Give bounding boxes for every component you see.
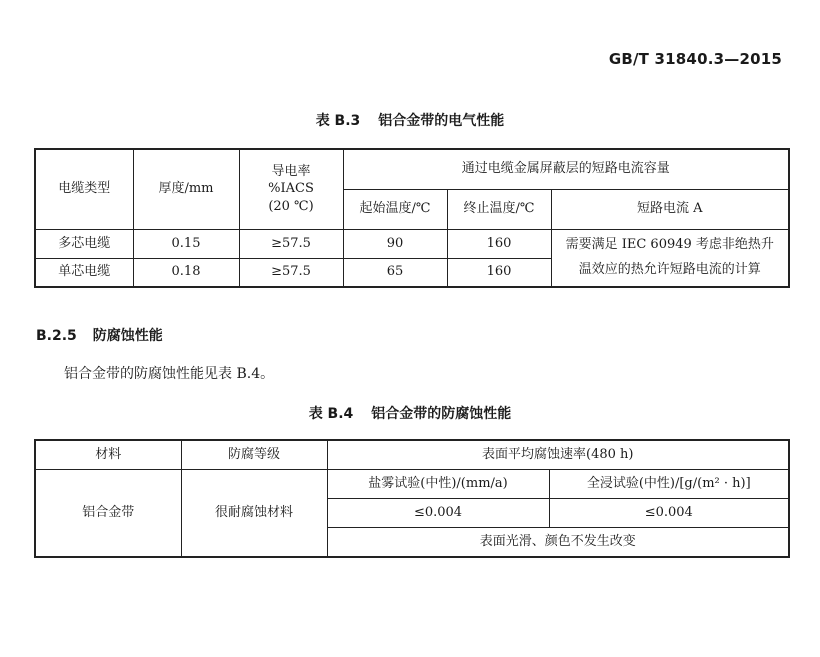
section-heading [36, 325, 163, 345]
header-start-temp: 起始温度/℃ [343, 189, 447, 229]
cell-salt-spray-value: ≤0.004 [327, 498, 549, 527]
cell-conductivity: ≥57.5 [239, 258, 343, 287]
body-paragraph: 铝合金带的防腐蚀性能见表 B.4。 [64, 366, 275, 382]
header-material: 材料 [35, 440, 181, 469]
header-conductivity-line1: 导电率 [271, 163, 311, 179]
table-b3-number: 表 B.3 [315, 113, 361, 129]
cell-end-temp: 160 [447, 229, 551, 258]
cell-short-current-note: 需要满足 IEC 60949 考虑非绝热升温效应的热允许短路电流的计算 [551, 229, 789, 287]
header-short-current: 短路电流 A [551, 189, 789, 229]
table-row [35, 229, 789, 258]
cell-cable-type: 单芯电缆 [35, 258, 133, 287]
header-immersion: 全浸试验(中性)/[g/(m² · h)] [549, 469, 789, 498]
table-b4-caption [0, 403, 820, 423]
section-number: B.2.5 [36, 328, 77, 344]
cell-immersion-value: ≤0.004 [549, 498, 789, 527]
table-b3-caption [0, 110, 820, 130]
header-short-circuit-group: 通过电缆金属屏蔽层的短路电流容量 [343, 149, 789, 189]
cell-thickness: 0.15 [133, 229, 239, 258]
header-cable-type: 电缆类型 [35, 149, 133, 229]
header-conductivity-line3: (20 ℃) [268, 199, 314, 215]
standard-code: GB/T 31840.3—2015 [608, 50, 782, 68]
cell-conductivity: ≥57.5 [239, 229, 343, 258]
cell-thickness: 0.18 [133, 258, 239, 287]
header-corrosion-rate: 表面平均腐蚀速率(480 h) [327, 440, 789, 469]
table-b4-number: 表 B.4 [308, 406, 354, 422]
table-b3 [34, 148, 790, 288]
cell-cable-type: 多芯电缆 [35, 229, 133, 258]
table-b3-title: 铝合金带的电气性能 [378, 113, 505, 129]
cell-material: 铝合金带 [35, 469, 181, 557]
header-corrosion-grade: 防腐等级 [181, 440, 327, 469]
section-title: 防腐蚀性能 [92, 328, 163, 344]
cell-start-temp: 90 [343, 229, 447, 258]
cell-surface-note: 表面光滑、颜色不发生改变 [327, 527, 789, 557]
cell-end-temp: 160 [447, 258, 551, 287]
header-conductivity-line2: %IACS [268, 181, 314, 197]
header-thickness: 厚度/mm [133, 149, 239, 229]
cell-corrosion-grade: 很耐腐蚀材料 [181, 469, 327, 557]
cell-start-temp: 65 [343, 258, 447, 287]
table-b4 [34, 439, 790, 558]
header-conductivity [239, 149, 343, 229]
header-salt-spray: 盐雾试验(中性)/(mm/a) [327, 469, 549, 498]
table-b4-title: 铝合金带的防腐蚀性能 [371, 406, 512, 422]
header-end-temp: 终止温度/℃ [447, 189, 551, 229]
